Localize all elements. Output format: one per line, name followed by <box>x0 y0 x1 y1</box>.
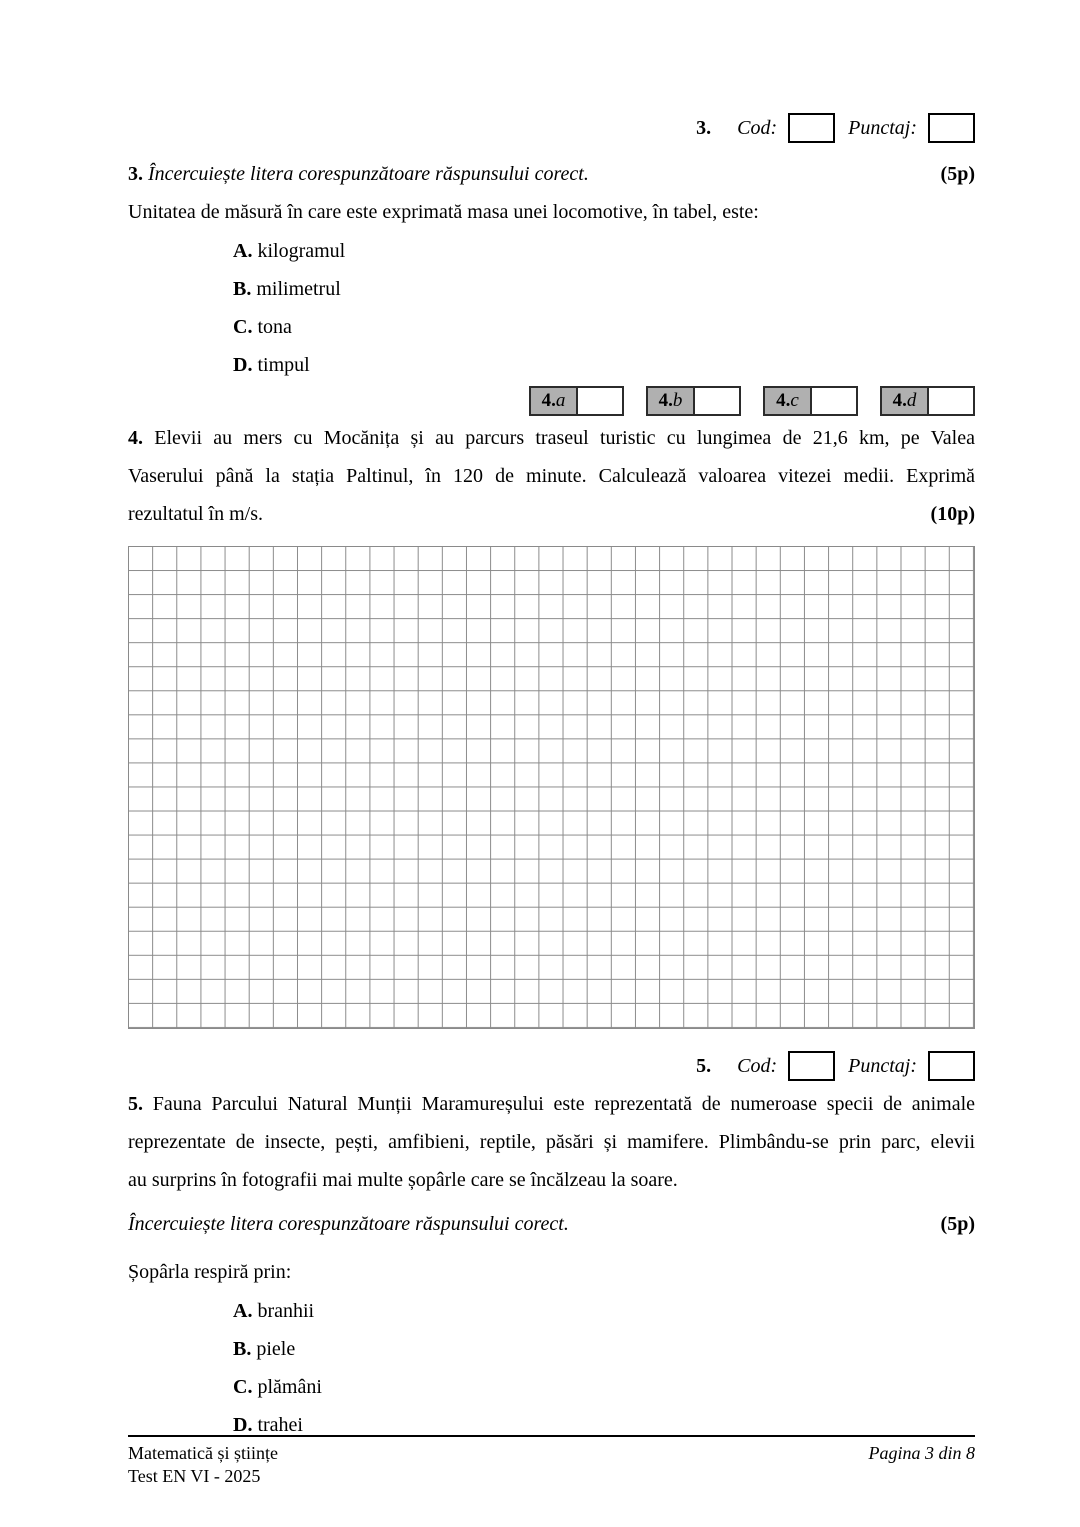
q3-punctaj-label: Punctaj: <box>848 116 917 139</box>
q5-points: (5p) <box>940 1213 975 1235</box>
q5-instruction <box>128 1209 569 1239</box>
footer-test-name: Test EN VI - 2025 <box>128 1466 261 1486</box>
q3-score-number: 3. <box>696 116 712 139</box>
q4-points: (10p) <box>930 503 975 525</box>
q4-number: 4. <box>128 427 143 449</box>
q4c-box-num: 4. <box>776 390 791 411</box>
q4b-box-letter: b <box>672 390 683 411</box>
q4-line2-text: Vaserului până la stația Paltinul, în 120 de minute. Calculează valoarea vitezei medii. Exprimă <box>128 465 975 487</box>
q4-working-grid[interactable] <box>128 546 975 1029</box>
q3-option-c <box>128 313 975 341</box>
q4d-box-label <box>882 388 929 414</box>
q5-line3: au surprins în fotografii mai multe șopârle care se încălzeau la soare. <box>128 1169 678 1191</box>
q4a-box-num: 4. <box>541 390 556 411</box>
q4-answer-boxes <box>128 386 975 416</box>
q5-option-b <box>128 1335 975 1363</box>
page-content <box>128 112 975 1439</box>
q5-line2 <box>128 1123 975 1161</box>
q4-line3 <box>128 495 975 533</box>
q3-option-b <box>128 275 975 303</box>
q4c-box-blank[interactable] <box>812 388 856 414</box>
q3-instruction-text: Încercuiește litera corespunzătoare răspunsului corect. <box>148 163 589 185</box>
footer-subject: Matematică și științe <box>128 1443 278 1463</box>
q4-line1-text: Elevii au mers cu Mocănița și au parcurs traseul turistic cu lungimea de 21,6 km, pe Valea <box>154 427 975 449</box>
q4d-box-blank[interactable] <box>929 388 973 414</box>
q5-option-b-text: piele <box>256 1338 296 1360</box>
q5-score-number: 5. <box>696 1054 712 1077</box>
q5-line2-text: reprezentate de insecte, pești, amfibieni, reptile, păsări și mamifere. Plimbându-se prin parc, elevii <box>128 1131 975 1153</box>
q3-option-c-text: tona <box>257 316 292 338</box>
q3-option-a <box>128 237 975 265</box>
q5-option-a-text: branhii <box>257 1300 315 1322</box>
q3-cod-label: Cod: <box>737 116 778 139</box>
q4a-box <box>529 386 624 416</box>
q4b-box-blank[interactable] <box>695 388 739 414</box>
q5-option-c-letter: C. <box>233 1376 253 1398</box>
q5-option-d-letter: D. <box>233 1414 253 1436</box>
q5-option-b-letter: B. <box>233 1338 252 1360</box>
q3-punctaj-box[interactable] <box>928 113 975 143</box>
page-footer <box>128 1435 975 1488</box>
q3-option-a-text: kilogramul <box>257 240 346 262</box>
q3-instruction <box>128 159 589 189</box>
q5-option-c-text: plămâni <box>257 1376 322 1398</box>
q3-option-b-letter: B. <box>233 278 252 300</box>
q3-score-row <box>128 112 975 144</box>
q5-punctaj-box[interactable] <box>928 1051 975 1081</box>
q3-option-a-letter: A. <box>233 240 253 262</box>
q3-option-b-text: milimetrul <box>256 278 341 300</box>
q4d-box-letter: d <box>906 390 917 411</box>
q4a-box-blank[interactable] <box>578 388 622 414</box>
q4d-box-num: 4. <box>892 390 907 411</box>
q4b-box-num: 4. <box>658 390 673 411</box>
q5-line1 <box>128 1085 975 1123</box>
q4-line3-text: rezultatul în m/s. <box>128 503 263 525</box>
footer-page-number: Pagina 3 din 8 <box>868 1443 975 1463</box>
q4a-box-letter: a <box>555 390 566 411</box>
q3-cod-box[interactable] <box>788 113 835 143</box>
q3-options <box>128 237 975 379</box>
q5-instruction-text: Încercuiește litera corespunzătoare răspunsului corect. <box>128 1213 569 1235</box>
q4c-box-label <box>765 388 812 414</box>
q4b-box <box>646 386 741 416</box>
q5-cod-label: Cod: <box>737 1054 778 1077</box>
q4-paragraph <box>128 419 975 533</box>
footer-left <box>128 1442 278 1488</box>
q3-instruction-row <box>128 159 975 189</box>
q3-option-d <box>128 351 975 379</box>
q3-statement: Unitatea de măsură în care este exprimată masa unei locomotive, în tabel, este: <box>128 201 759 223</box>
q5-cod-box[interactable] <box>788 1051 835 1081</box>
q5-punctaj-label: Punctaj: <box>848 1054 917 1077</box>
q5-paragraph <box>128 1085 975 1199</box>
q5-option-d-text: trahei <box>257 1414 303 1436</box>
q5-options <box>128 1297 975 1439</box>
q3-option-d-text: timpul <box>257 354 310 376</box>
q4c-box <box>763 386 858 416</box>
q3-number: 3. <box>128 163 143 185</box>
q3-option-c-letter: C. <box>233 316 253 338</box>
q4b-box-label <box>648 388 695 414</box>
q5-instruction-row <box>128 1209 975 1239</box>
q4d-box <box>880 386 975 416</box>
q5-option-c <box>128 1373 975 1401</box>
q5-option-a <box>128 1297 975 1325</box>
q5-number: 5. <box>128 1093 143 1115</box>
q5-line1-text: Fauna Parcului Natural Munții Maramureșului este reprezentată de numeroase specii de animale <box>152 1093 976 1115</box>
q5-score-row <box>128 1050 975 1082</box>
q4a-box-label <box>531 388 578 414</box>
q4-line1 <box>128 419 975 457</box>
q3-option-d-letter: D. <box>233 354 253 376</box>
q4c-box-letter: c <box>790 390 799 411</box>
q4-line2 <box>128 457 975 495</box>
q3-points: (5p) <box>940 163 975 185</box>
q5-prompt: Șopârla respiră prin: <box>128 1261 292 1283</box>
q5-option-a-letter: A. <box>233 1300 253 1322</box>
